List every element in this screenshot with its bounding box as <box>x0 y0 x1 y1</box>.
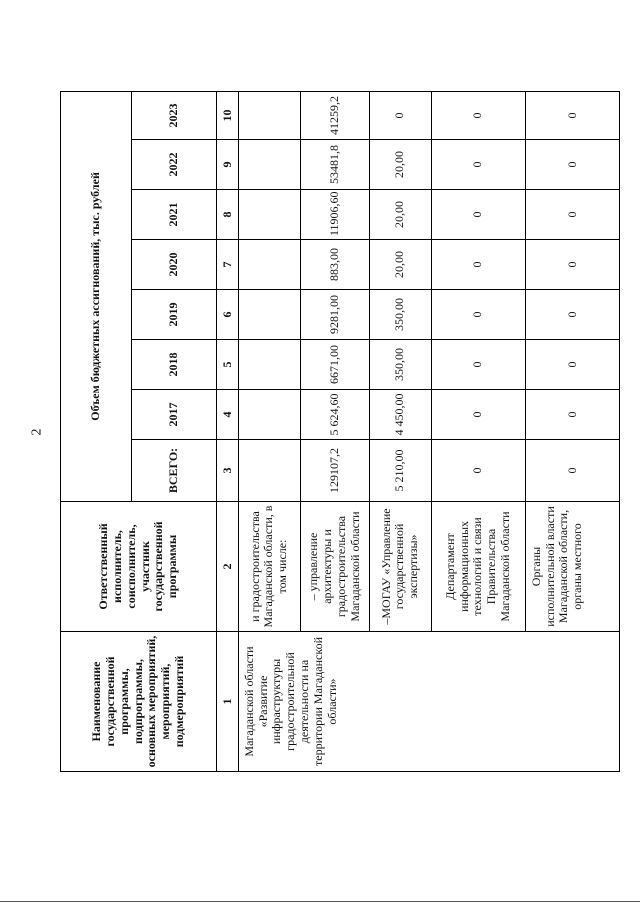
executor-cell: Департамент информационных технологий и связи Правительства Магаданской области <box>431 502 525 632</box>
value-cell <box>238 440 300 502</box>
value-cell: 883,00 <box>300 240 369 290</box>
budget-table <box>60 91 620 772</box>
column-number: 4 <box>217 390 239 440</box>
value-cell: 20,00 <box>369 140 431 190</box>
header-total: ВСЕГО: <box>132 440 217 502</box>
value-cell: 4 450,00 <box>369 390 431 440</box>
program-name-cell: Магаданской области «Развитие инфраструктуры градостроительной деятельности на территории Магаданской области» <box>238 632 619 772</box>
value-cell: 129107,2 <box>300 440 369 502</box>
value-cell: 0 <box>525 140 619 190</box>
value-cell: 0 <box>431 190 525 240</box>
executor-cell: –МОГАУ «Управление государственной экспертизы» <box>369 502 431 632</box>
value-cell: 9281,00 <box>300 290 369 340</box>
page-bottom-rule <box>0 901 640 902</box>
value-cell: 0 <box>431 440 525 502</box>
value-cell: 0 <box>525 290 619 340</box>
column-number: 8 <box>217 190 239 240</box>
value-cell: 0 <box>431 91 525 139</box>
value-cell: 20,00 <box>369 240 431 290</box>
value-cell: 5 210,00 <box>369 440 431 502</box>
column-number: 2 <box>217 502 239 632</box>
header-year: 2018 <box>132 340 217 390</box>
value-cell <box>238 190 300 240</box>
value-cell <box>238 340 300 390</box>
header-year: 2022 <box>132 140 217 190</box>
header-year: 2020 <box>132 240 217 290</box>
column-number-row <box>217 91 239 771</box>
header-year: 2019 <box>132 290 217 340</box>
value-cell: 0 <box>525 390 619 440</box>
value-cell: 0 <box>431 340 525 390</box>
column-number: 3 <box>217 440 239 502</box>
value-cell <box>238 390 300 440</box>
value-cell: 41259,2 <box>300 91 369 139</box>
header-year: 2023 <box>132 91 217 139</box>
value-cell: 350,00 <box>369 340 431 390</box>
value-cell: 0 <box>431 390 525 440</box>
header-budget-group: Объем бюджетных ассигнований, тыс. рублей <box>61 91 132 501</box>
column-number: 10 <box>217 91 239 139</box>
column-number: 5 <box>217 340 239 390</box>
page-number: 2 <box>29 428 45 436</box>
value-cell: 6671,00 <box>300 340 369 390</box>
column-number: 6 <box>217 290 239 340</box>
executor-cell: Органы исполнительной власти Магаданской области, органы местного <box>525 502 619 632</box>
value-cell: 53481,8 <box>300 140 369 190</box>
value-cell: 0 <box>525 440 619 502</box>
value-cell: 0 <box>431 290 525 340</box>
value-cell: 0 <box>525 91 619 139</box>
executor-cell: – управление архитектуры и градостроительства Магаданской области <box>300 502 369 632</box>
table-row <box>238 91 300 771</box>
column-number: 9 <box>217 140 239 190</box>
value-cell: 0 <box>525 240 619 290</box>
column-number: 1 <box>217 632 239 772</box>
value-cell: 0 <box>431 240 525 290</box>
value-cell: 0 <box>369 91 431 139</box>
column-number: 7 <box>217 240 239 290</box>
header-year: 2021 <box>132 190 217 240</box>
value-cell: 350,00 <box>369 290 431 340</box>
value-cell <box>238 240 300 290</box>
value-cell <box>238 91 300 139</box>
executor-cell: и градостроительства Магаданской области, в том числе: <box>238 502 300 632</box>
value-cell <box>238 140 300 190</box>
header-program-name: Наименование государственной программы, подпрограммы, основных мероприятий, мероприятий, подмероприятий <box>61 632 217 772</box>
value-cell: 0 <box>525 190 619 240</box>
rotated-table-container <box>60 92 620 772</box>
value-cell: 0 <box>431 140 525 190</box>
value-cell: 5 624,60 <box>300 390 369 440</box>
value-cell: 0 <box>525 340 619 390</box>
value-cell: 20,00 <box>369 190 431 240</box>
header-year: 2017 <box>132 390 217 440</box>
value-cell: 11906,60 <box>300 190 369 240</box>
value-cell <box>238 290 300 340</box>
header-executor: Ответственный исполнитель, соисполнитель, участник государственной программы <box>61 502 217 632</box>
